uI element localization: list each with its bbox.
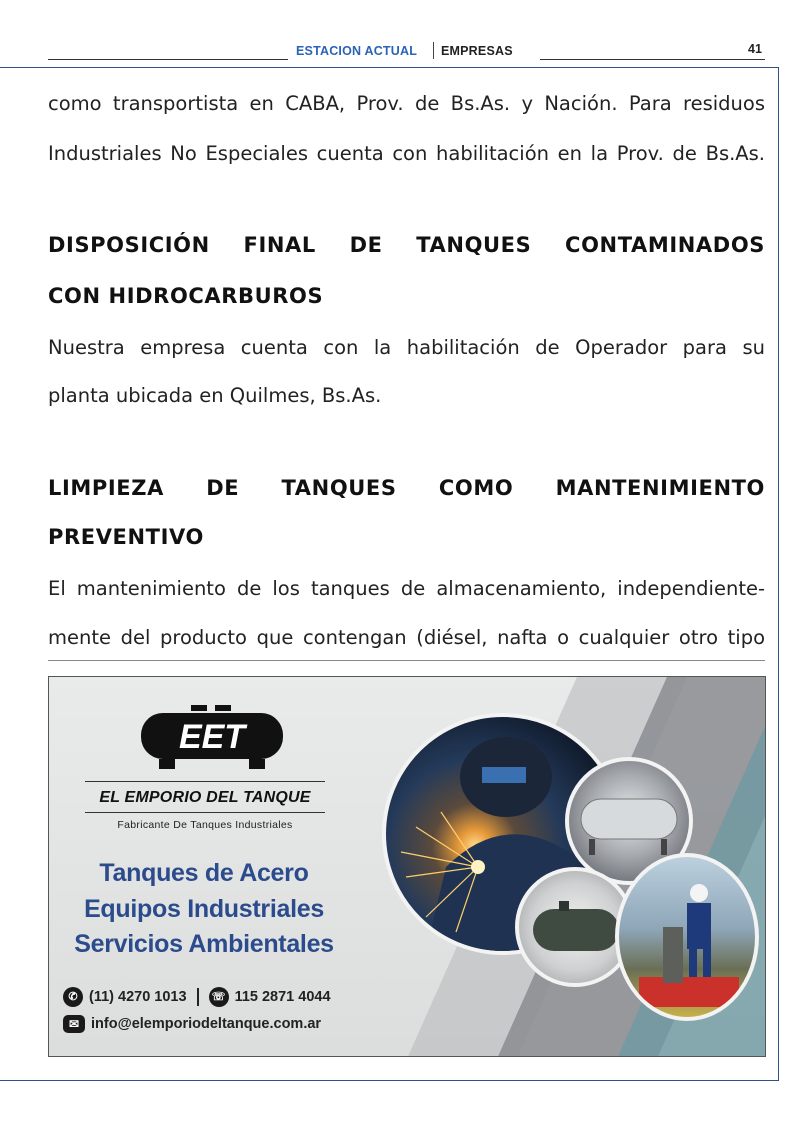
phone-number[interactable]: (11) 4270 1013 <box>89 989 187 1005</box>
service-environmental: Servicios Ambientales <box>74 930 334 958</box>
header-subsection: EMPRESAS <box>441 44 513 58</box>
section1-title-line-2: CON HIDROCARBUROS <box>48 284 324 308</box>
page-number: 41 <box>748 42 762 56</box>
advertisement[interactable] <box>48 676 766 1057</box>
contact-divider <box>197 988 199 1006</box>
logo-text: EET <box>178 718 246 756</box>
section2-title-line-2: PREVENTIVO <box>48 525 204 549</box>
intro-line-1: como transportista en CABA, Prov. de Bs.As. y Nación. Para residuos <box>48 92 765 115</box>
header-section: ESTACION ACTUAL <box>296 44 418 58</box>
page-frame-right <box>778 67 779 1081</box>
phone-icon: ✆ <box>63 987 83 1007</box>
section1-line-2: planta ubicada en Quilmes, Bs.As. <box>48 384 382 407</box>
whatsapp-icon: ☏ <box>209 987 229 1007</box>
header-rule-right <box>540 59 765 60</box>
intro-line-2: Industriales No Especiales cuenta con habilitación en la Prov. de Bs.As. <box>48 142 765 165</box>
page-frame-top <box>0 67 779 68</box>
contact-phones <box>63 987 331 1007</box>
brand-rule-top <box>85 781 325 782</box>
section1-line-1: Nuestra empresa cuenta con la habilitación de Operador para su <box>48 336 765 359</box>
brand-name: EL EMPORIO DEL TANQUE <box>99 789 311 806</box>
email-address[interactable]: info@elemporiodeltanque.com.ar <box>91 1016 322 1032</box>
brand-tagline: Fabricante De Tanques Industriales <box>117 819 293 831</box>
header-divider <box>433 42 434 59</box>
section2-line-2: mente del producto que contengan (diésel, nafta o cualquier otro tipo <box>48 626 765 649</box>
header-rule-left <box>48 59 288 60</box>
section1-title-line-1: DISPOSICIÓN FINAL DE TANQUES CONTAMINADOS <box>48 233 765 257</box>
section2-line-1: El mantenimiento de los tanques de almacenamiento, independiente- <box>48 577 765 600</box>
page-frame-bottom <box>0 1080 779 1081</box>
whatsapp-number[interactable]: 115 2871 4044 <box>234 989 331 1005</box>
email-icon: ✉ <box>63 1015 85 1033</box>
brand-rule-bottom <box>85 812 325 813</box>
tank-logo-icon <box>137 705 287 771</box>
content-separator <box>48 660 765 661</box>
tank-cleaning-worker-photo <box>615 853 759 1021</box>
contact-email <box>63 1015 321 1033</box>
service-industrial-equipment: Equipos Industriales <box>84 895 324 923</box>
section2-title-line-1: LIMPIEZA DE TANQUES COMO MANTENIMIENTO <box>48 476 765 500</box>
service-steel-tanks: Tanques de Acero <box>99 859 309 887</box>
